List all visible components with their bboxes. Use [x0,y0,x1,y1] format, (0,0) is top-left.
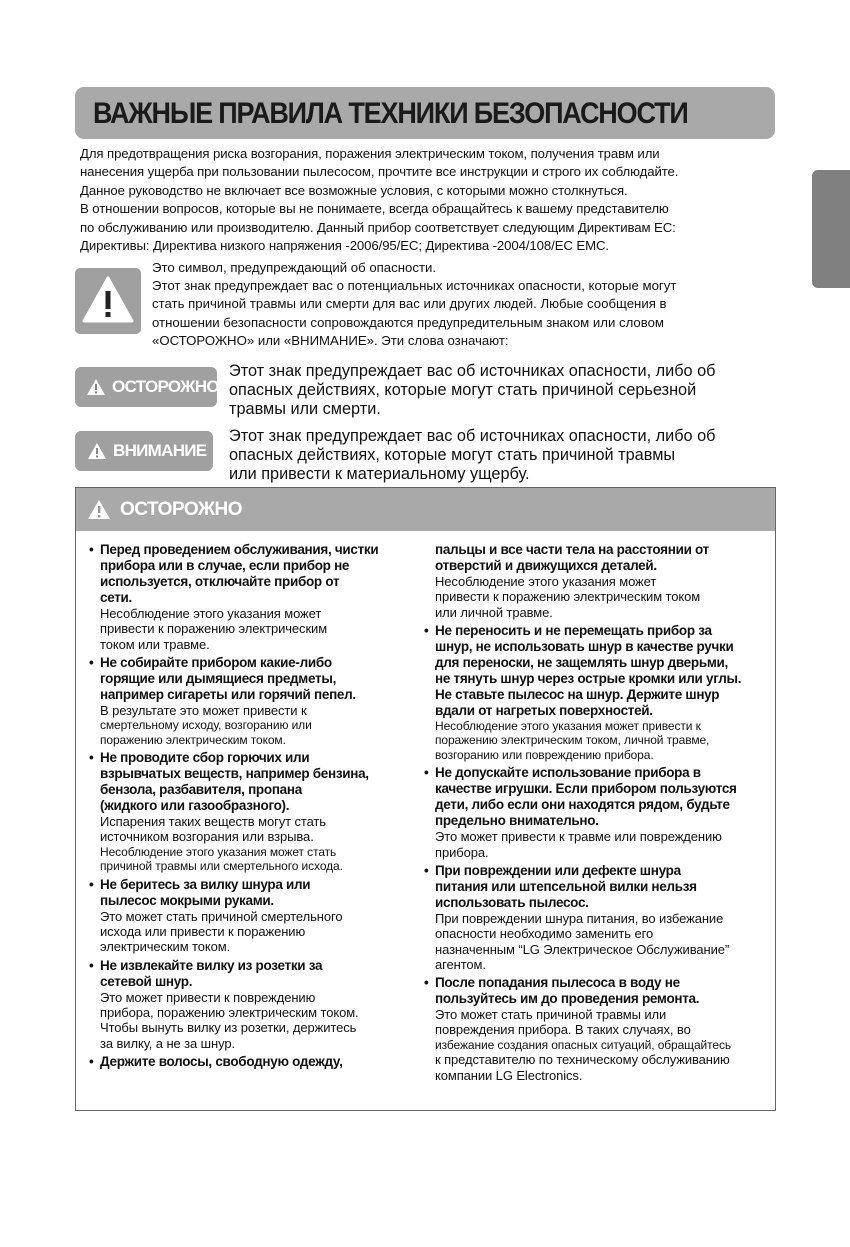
warning-item [424,863,769,972]
warning-item [424,975,769,1083]
warning-item-heading: • Перед проведением обслуживания, чистки [100,542,379,557]
warning-item-heading: сети. [100,590,132,605]
intro-text [80,145,780,255]
warning-item-heading: пользуйтесь им до проведения ремонта. [435,991,700,1007]
warning-item-heading: используется, отключайте прибор от [100,574,340,589]
warning-box-title: ОСТОРОЖНО [120,498,243,520]
warning-item-text: Несоблюдение этого указания может стать [100,844,337,859]
symbol-line: «ОСТОРОЖНО» или «ВНИМАНИЕ». Эти слова означают: [152,332,509,348]
intro-line: Директивы: Директива низкого напряжения -2006/95/EC; Директива -2004/108/EC EMC. [80,238,609,254]
warning-item-heading: • Не допускайте использование прибора в [435,765,701,781]
warning-item-heading: дети, либо если они находятся рядом, будьте [435,797,730,813]
warning-item [89,1054,389,1070]
intro-line: Для предотвращения риска возгорания, поражения электрическим током, получения травм или [80,146,660,161]
caution-badge-label: ВНИМАНИЕ [113,441,207,460]
warning-item-text: к представителю по техническому обслуживанию [435,1052,730,1068]
warning-item-text: Несоблюдение этого указания может [435,574,657,589]
warning-item-heading: • Не проводите сбор горючих или [100,750,310,766]
warning-item [89,655,389,747]
warning-item-heading: вдали от нагретых поверхностей. [435,702,653,718]
warning-item-text: Это может стать причиной смертельного [100,908,343,924]
warning-description [229,362,774,419]
warning-item-text: исхода или привести к поражению [100,924,306,940]
symbol-line: стать причиной травмы или смерти для вас или других людей. Любые сообщения в [152,296,667,312]
warning-item [89,958,389,1051]
warning-item-text: Несоблюдение этого указания может привести к [435,718,701,733]
warning-item-text: прибора. [435,844,489,860]
warning-item [424,765,769,860]
warning-item [89,542,389,652]
warning-item-text: за вилку, а не за шнур. [100,1035,235,1051]
warning-item-heading: • Не собирайте прибором какие-либо [100,654,332,670]
warning-item-heading: прибора или в случае, если прибор не [100,558,350,573]
warning-column-right [424,542,769,1086]
warning-item-text: В результате это может привести к [100,702,307,718]
warning-item-heading: например сигареты или горячий пепел. [100,686,356,702]
warning-item-heading: качестве игрушки. Если прибором пользуются [435,781,737,797]
warning-item-heading: использовать пылесос. [435,894,589,910]
warning-item-heading: отверстий и движущихся деталей. [435,558,657,573]
warning-triangle-icon [86,378,106,396]
warning-item-text: опасности необходимо заменить его [435,926,654,942]
warning-item-heading: сетевой шнур. [100,973,193,989]
warning-item-text: назначенным “LG Электрическое Обслуживание” [435,941,730,957]
warning-item-text: или личной травме. [435,604,553,620]
warning-item-text: агентом. [435,956,486,972]
warning-item-heading: не тянуть шнур через острые кромки или углы. [435,670,742,686]
side-section-tab [812,170,850,288]
warning-item-text: Это может привести к травме или повреждению [435,829,722,845]
intro-line: нанесения ущерба при пользовании пылесосом, прочтите все инструкции и строго их соблюдайте. [80,164,679,180]
warning-item-heading: • Не переносить и не перемещать прибор за [435,622,712,638]
warning-item [424,542,769,620]
warning-item-heading: • Не извлекайте вилку из розетки за [100,957,323,973]
warning-item-text: Несоблюдение этого указания может [100,606,322,621]
intro-line: по обслуживанию или производителю. Данный прибор соответствует следующим Директивам ЕС: [80,219,676,235]
warning-item-text: Испарения таких веществ могут стать [100,814,326,830]
warning-item [424,623,769,763]
warning-item-heading: бензола, разбавителя, пропана [100,782,302,798]
caution-line: опасных действиях, которые могут стать причиной травмы [229,446,676,464]
warning-item-heading: Не ставьте пылесос на шнур. Держите шнур [435,686,720,702]
warning-item-text: повреждения прибора. В таких случаях, во [435,1022,691,1038]
warning-item [89,750,389,874]
warning-line: Этот знак предупреждает вас об источниках опасности, либо об [229,362,716,380]
warning-item-text: смертельному исходу, возгоранию или [100,718,312,733]
warning-item-heading: для переноски, не защемлять шнур дверьми, [435,654,728,670]
warning-item-text: причиной травмы или смертельного исхода. [100,859,343,874]
warning-triangle-icon [75,268,141,334]
warning-item-text: При повреждении шнура питания, во избежание [435,910,724,926]
symbol-description [152,259,772,350]
warning-item-heading: (жидкого или газообразного). [100,798,290,814]
warning-item-text: источником возгорания или взрыва. [100,829,314,845]
warning-item-text: возгоранию или повреждению прибора. [435,747,654,762]
warning-box [75,487,776,1111]
warning-item-heading: питания или штепсельной вилки нельзя [435,878,697,894]
warning-badge-label: ОСТОРОЖНО [112,377,219,396]
caution-description [229,427,774,484]
warning-item-text: привести к поражению электрическим током [435,589,701,605]
title-banner [75,87,775,139]
warning-item [89,877,389,955]
warning-item-heading: • При повреждении или дефекте шнура [435,862,681,878]
safety-alert-symbol [75,268,141,334]
intro-line: Данное руководство не включает все возможные условия, с которыми можно столкнуться. [80,182,628,198]
warning-item-heading: • Не беритесь за вилку шнура или [100,876,311,892]
warning-item-text: поражению электрическим током. [100,732,286,747]
warning-item-heading: предельно внимательно. [435,813,599,829]
warning-triangle-icon [87,442,107,460]
warning-item-heading: шнур, не использовать шнур в качестве ручки [435,638,734,654]
warning-item-heading: взрывчатых веществ, например бензина, [100,766,369,782]
warning-item-heading: пылесос мокрыми руками. [100,892,274,908]
warning-list-left [89,542,389,1070]
warning-box-header [76,488,775,531]
warning-line: травмы или смерти. [229,400,381,418]
warning-item-text: избежание создания опасных ситуаций, обращайтесь [435,1037,732,1052]
warning-item-heading: пальцы и все части тела на расстоянии от [435,542,709,557]
warning-item-text: Это может привести к повреждению [100,989,316,1005]
warning-item-text: током или травме. [100,636,210,652]
warning-badge [75,367,217,407]
caution-line: Этот знак предупреждает вас об источниках опасности, либо об [229,427,716,445]
page-title: ВАЖНЫЕ ПРАВИЛА ТЕХНИКИ БЕЗОПАСНОСТИ [93,97,688,130]
warning-item-text: поражению электрическим током, личной травме, [435,733,710,748]
warning-item-text: электрическим током. [100,939,231,955]
warning-line: опасных действиях, которые могут стать причиной серьезной [229,381,697,399]
symbol-line: Это символ, предупреждающий об опасности. [152,260,437,275]
warning-item-heading: горящие или дымящиеся предметы, [100,670,337,686]
warning-list-right [424,542,769,1083]
caution-line: или привести к материальному ущербу. [229,465,530,483]
symbol-line: Этот знак предупреждает вас о потенциальных источниках опасности, которые могут [152,278,677,294]
warning-item-text: Это может стать причиной травмы или [435,1007,667,1023]
warning-item-text: привести к поражению электрическим [100,621,328,637]
warning-item-text: компании LG Electronics. [435,1067,583,1083]
warning-item-text: Чтобы вынуть вилку из розетки, держитесь [100,1020,357,1036]
caution-badge [75,431,213,471]
warning-item-heading: • Держите волосы, свободную одежду, [100,1053,343,1069]
warning-item-heading: • После попадания пылесоса в воду не [435,975,680,991]
warning-item-text: прибора, поражению электрическим током. [100,1004,359,1020]
symbol-line: отношении безопасности сопровождаются предупредительным знаком или словом [152,314,664,330]
intro-line: В отношении вопросов, которые вы не понимаете, всегда обращайтесь к вашему представителю [80,201,669,217]
warning-triangle-icon [87,499,111,520]
warning-column-left [89,542,389,1073]
